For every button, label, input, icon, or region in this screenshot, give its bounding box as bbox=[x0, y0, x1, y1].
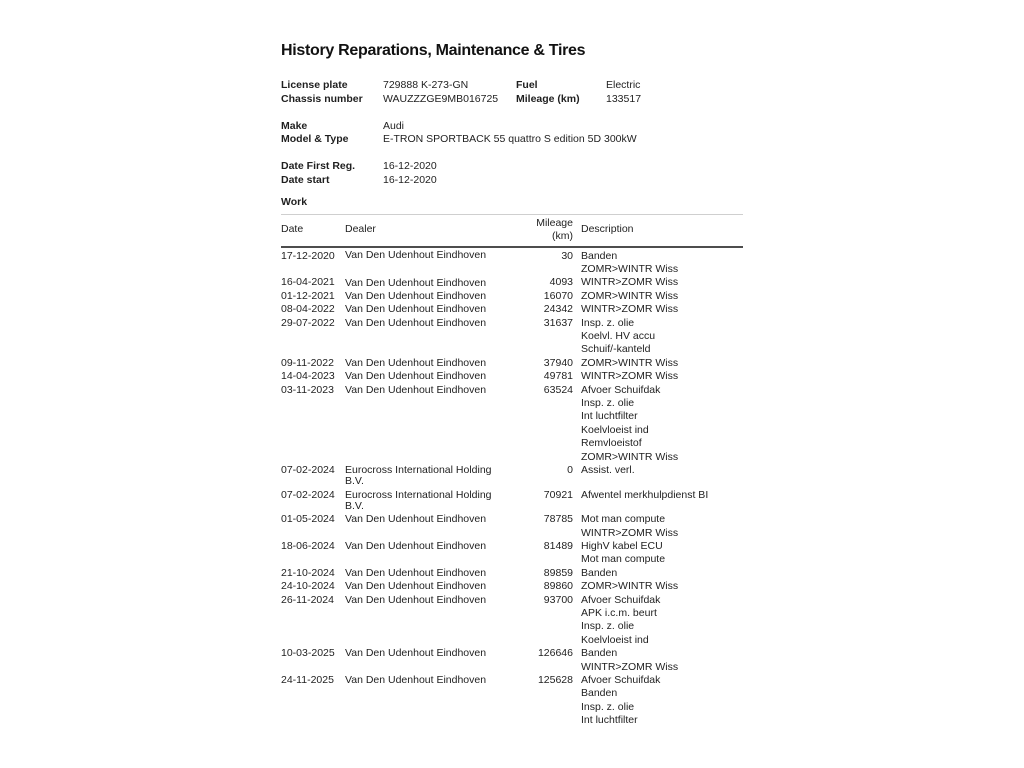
work-cell-description bbox=[573, 513, 743, 540]
description-line: ZOMR>WINTR Wiss bbox=[581, 450, 679, 463]
work-row bbox=[281, 580, 743, 593]
work-cell-description bbox=[573, 464, 743, 489]
work-cell-dealer: Van Den Udenhout Eindhoven bbox=[345, 567, 487, 579]
description-line: Afvoer Schuifdak bbox=[581, 593, 661, 606]
work-row bbox=[281, 303, 743, 316]
work-row bbox=[281, 513, 743, 540]
description-line: Banden bbox=[581, 566, 618, 579]
work-cell-dealer: Van Den Udenhout Eindhoven bbox=[345, 383, 487, 396]
work-row bbox=[281, 317, 743, 357]
work-cell-mileage: 24342 bbox=[543, 303, 573, 316]
description-line: Banden bbox=[581, 249, 618, 262]
description-line: Insp. z. olie bbox=[581, 396, 635, 409]
info-row-chassis-mileage bbox=[281, 93, 743, 107]
description-line: Insp. z. olie bbox=[581, 700, 635, 713]
work-cell-mileage: 126646 bbox=[537, 647, 573, 660]
work-cell-mileage: 30 bbox=[561, 249, 573, 262]
work-cell-dealer: Eurocross International Holding B.V. bbox=[345, 464, 492, 488]
description-line: Int luchtfilter bbox=[581, 714, 638, 727]
work-cell-date: 24-11-2025 bbox=[281, 674, 334, 687]
work-cell-description bbox=[573, 647, 743, 674]
info-row-license-fuel bbox=[281, 79, 743, 93]
work-cell-dealer: Van Den Udenhout Eindhoven bbox=[345, 580, 487, 593]
work-cell-dealer: Van Den Udenhout Eindhoven bbox=[345, 674, 487, 687]
description-line: ZOMR>WINTR Wiss bbox=[581, 289, 679, 302]
description-line: WINTR>ZOMR Wiss bbox=[581, 660, 679, 673]
license-plate-value: 729888 K-273-GN bbox=[383, 79, 469, 91]
description-line: Insp. z. olie bbox=[581, 620, 635, 633]
work-table-header bbox=[281, 214, 743, 247]
description-line: Assist. verl. bbox=[581, 464, 635, 476]
description-line: Mot man compute bbox=[581, 513, 666, 526]
work-cell-dealer: Van Den Udenhout Eindhoven bbox=[345, 316, 487, 329]
work-row bbox=[281, 384, 743, 464]
description-line: Koelvloeist ind bbox=[581, 633, 649, 646]
description-line: WINTR>ZOMR Wiss bbox=[581, 526, 679, 539]
work-cell-date: 18-06-2024 bbox=[281, 540, 335, 552]
chassis-number-value: WAUZZZGE9MB016725 bbox=[383, 92, 499, 105]
work-cell-date: 24-10-2024 bbox=[281, 580, 335, 593]
work-cell-date: 07-02-2024 bbox=[281, 464, 335, 476]
work-row bbox=[281, 647, 743, 674]
work-cell-description bbox=[573, 247, 743, 277]
description-line: Int luchtfilter bbox=[581, 410, 638, 423]
column-header-mileage: Mileage (km) bbox=[517, 214, 573, 247]
work-row bbox=[281, 567, 743, 580]
work-cell-dealer: Van Den Udenhout Eindhoven bbox=[345, 303, 487, 316]
chassis-number-label: Chassis number bbox=[281, 92, 363, 105]
work-cell-date: 26-11-2024 bbox=[281, 593, 334, 606]
fuel-label: Fuel bbox=[516, 79, 538, 91]
mileage-label: Mileage (km) bbox=[516, 92, 580, 105]
work-row bbox=[281, 464, 743, 489]
work-cell-dealer: Van Den Udenhout Eindhoven bbox=[345, 370, 487, 383]
work-cell-description bbox=[573, 370, 743, 383]
work-cell-date: 01-12-2021 bbox=[281, 289, 335, 302]
work-cell-dealer: Van Den Udenhout Eindhoven bbox=[345, 289, 487, 302]
work-cell-description bbox=[573, 594, 743, 648]
section-gap bbox=[281, 187, 743, 196]
work-cell-date: 09-11-2022 bbox=[281, 356, 334, 369]
date-start-value: 16-12-2020 bbox=[383, 173, 437, 186]
work-cell-dealer: Eurocross International Holding B.V. bbox=[345, 488, 492, 512]
work-row bbox=[281, 674, 743, 728]
work-cell-mileage: 81489 bbox=[543, 540, 573, 552]
work-cell-description bbox=[573, 674, 743, 728]
info-row-make bbox=[281, 120, 743, 134]
description-line: WINTR>ZOMR Wiss bbox=[581, 303, 679, 316]
column-header-dealer: Dealer bbox=[345, 214, 517, 247]
column-header-description: Description bbox=[573, 214, 743, 247]
work-cell-description bbox=[573, 357, 743, 370]
work-row bbox=[281, 357, 743, 370]
work-cell-mileage: 49781 bbox=[543, 370, 573, 383]
work-cell-date: 10-03-2025 bbox=[281, 647, 335, 660]
work-cell-description bbox=[573, 317, 743, 357]
work-cell-mileage: 0 bbox=[567, 464, 573, 476]
work-cell-description bbox=[573, 489, 743, 514]
info-row-date-first-reg bbox=[281, 160, 743, 174]
section-gap bbox=[281, 147, 743, 161]
column-header-date: Date bbox=[281, 214, 345, 247]
description-line: WINTR>ZOMR Wiss bbox=[581, 370, 679, 383]
description-line: Koelvloeist ind bbox=[581, 423, 649, 436]
make-value: Audi bbox=[383, 119, 405, 132]
work-cell-mileage: 31637 bbox=[543, 316, 573, 329]
work-cell-mileage: 93700 bbox=[543, 593, 573, 606]
work-cell-mileage: 63524 bbox=[543, 383, 573, 396]
work-cell-mileage: 37940 bbox=[543, 356, 573, 369]
work-cell-dealer: Van Den Udenhout Eindhoven bbox=[345, 248, 487, 261]
work-cell-date: 29-07-2022 bbox=[281, 316, 335, 329]
work-row bbox=[281, 290, 743, 303]
work-cell-dealer: Van Den Udenhout Eindhoven bbox=[345, 513, 487, 526]
work-cell-mileage: 125628 bbox=[537, 674, 573, 687]
vehicle-info-section bbox=[281, 79, 743, 187]
work-cell-dealer: Van Den Udenhout Eindhoven bbox=[345, 647, 487, 660]
info-row-model bbox=[281, 133, 743, 147]
work-cell-description bbox=[573, 276, 743, 289]
work-row bbox=[281, 370, 743, 383]
page-title: History Reparations, Maintenance & Tires bbox=[281, 42, 586, 59]
work-cell-date: 17-12-2020 bbox=[281, 249, 335, 262]
work-cell-dealer: Van Den Udenhout Eindhoven bbox=[345, 593, 487, 606]
work-heading: Work bbox=[281, 196, 308, 208]
work-cell-date: 21-10-2024 bbox=[281, 566, 335, 579]
description-line: Banden bbox=[581, 687, 618, 700]
date-first-reg-label: Date First Reg. bbox=[281, 160, 356, 172]
date-first-reg-value: 16-12-2020 bbox=[383, 160, 437, 172]
license-plate-label: License plate bbox=[281, 79, 348, 91]
description-line: Banden bbox=[581, 647, 618, 660]
date-start-label: Date start bbox=[281, 173, 330, 186]
info-row-date-start bbox=[281, 174, 743, 188]
model-type-value: E-TRON SPORTBACK 55 quattro S edition 5D 300kW bbox=[383, 133, 637, 145]
work-cell-mileage: 89860 bbox=[543, 580, 573, 593]
description-line: Koelvl. HV accu bbox=[581, 329, 656, 342]
description-line: APK i.c.m. beurt bbox=[581, 607, 657, 620]
work-cell-mileage: 89859 bbox=[543, 566, 573, 579]
work-cell-description bbox=[573, 580, 743, 593]
work-cell-date: 16-04-2021 bbox=[281, 276, 335, 289]
fuel-value: Electric bbox=[606, 79, 641, 91]
work-cell-dealer: Van Den Udenhout Eindhoven bbox=[345, 276, 487, 289]
description-line: Afwentel merkhulpdienst BI bbox=[581, 488, 709, 501]
work-cell-description bbox=[573, 540, 743, 567]
work-row bbox=[281, 247, 743, 277]
description-line: Schuif/-kanteld bbox=[581, 343, 651, 356]
work-row bbox=[281, 489, 743, 514]
model-type-label: Model & Type bbox=[281, 133, 349, 145]
description-line: HighV kabel ECU bbox=[581, 540, 663, 552]
description-line: Insp. z. olie bbox=[581, 316, 635, 329]
work-cell-dealer: Van Den Udenhout Eindhoven bbox=[345, 356, 487, 369]
work-cell-description bbox=[573, 290, 743, 303]
description-line: ZOMR>WINTR Wiss bbox=[581, 356, 679, 369]
work-cell-mileage: 4093 bbox=[549, 276, 573, 289]
description-line: WINTR>ZOMR Wiss bbox=[581, 276, 679, 289]
work-cell-description bbox=[573, 384, 743, 464]
work-cell-dealer: Van Den Udenhout Eindhoven bbox=[345, 540, 487, 553]
description-line: Remvloeistof bbox=[581, 437, 642, 450]
work-row bbox=[281, 276, 743, 289]
work-cell-description bbox=[573, 303, 743, 316]
work-cell-mileage: 70921 bbox=[543, 488, 573, 501]
work-cell-mileage: 78785 bbox=[543, 513, 573, 526]
work-cell-date: 14-04-2023 bbox=[281, 370, 335, 383]
work-header-row bbox=[281, 214, 743, 247]
work-table-body bbox=[281, 247, 743, 728]
work-row bbox=[281, 540, 743, 567]
description-line: ZOMR>WINTR Wiss bbox=[581, 262, 679, 275]
work-cell-date: 07-02-2024 bbox=[281, 488, 335, 501]
description-line: ZOMR>WINTR Wiss bbox=[581, 580, 679, 593]
work-cell-date: 08-04-2022 bbox=[281, 303, 335, 316]
work-cell-date: 01-05-2024 bbox=[281, 513, 335, 526]
description-line: Afvoer Schuifdak bbox=[581, 674, 661, 687]
make-label: Make bbox=[281, 119, 308, 132]
mileage-value: 133517 bbox=[606, 92, 642, 105]
report-page bbox=[281, 0, 743, 728]
work-cell-mileage: 16070 bbox=[543, 289, 573, 302]
description-line: Mot man compute bbox=[581, 553, 666, 566]
work-table bbox=[281, 214, 743, 728]
description-line: Afvoer Schuifdak bbox=[581, 383, 661, 396]
work-cell-date: 03-11-2023 bbox=[281, 383, 334, 396]
work-row bbox=[281, 594, 743, 648]
work-cell-description bbox=[573, 567, 743, 580]
section-gap bbox=[281, 106, 743, 120]
